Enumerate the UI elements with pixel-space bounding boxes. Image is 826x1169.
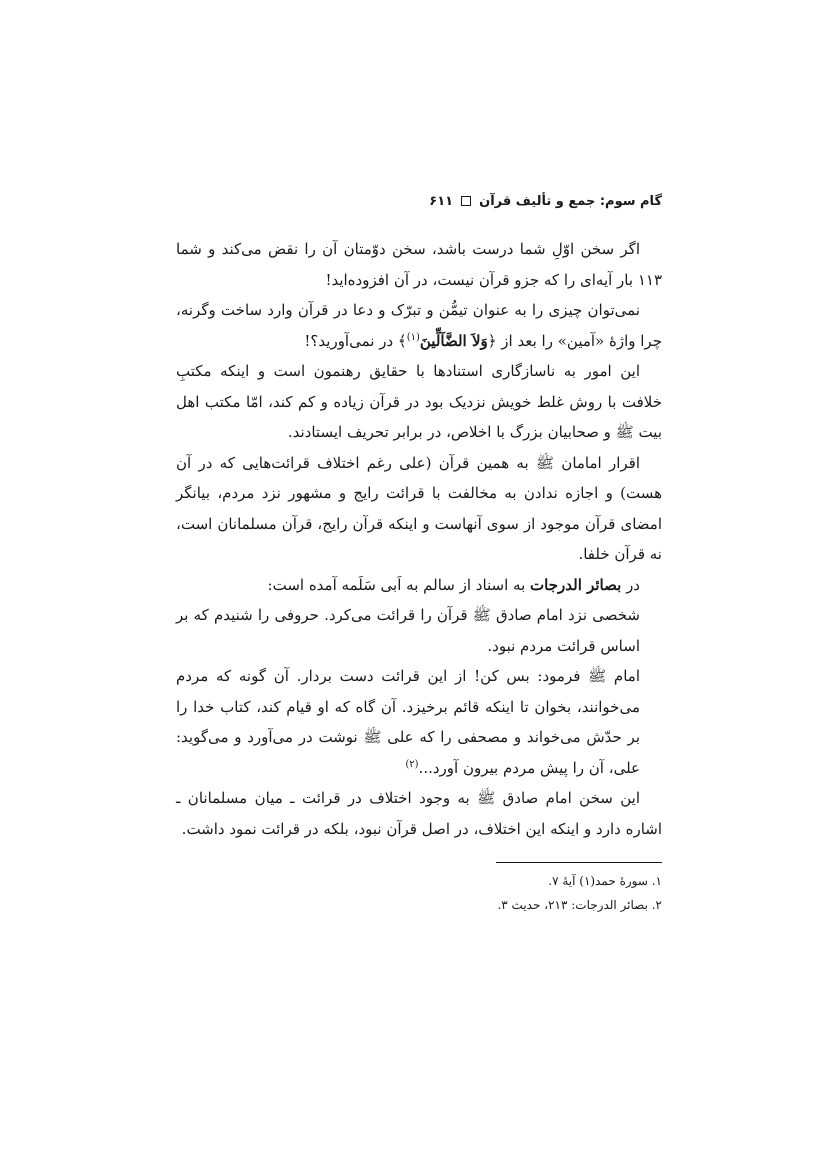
footnote-ref-1: (۱) bbox=[406, 331, 420, 343]
quran-verse: وَلاَ الضَّآلِّينَ bbox=[419, 331, 488, 350]
page-number: ۶۱۱ bbox=[429, 193, 454, 209]
paragraph-2 bbox=[176, 295, 662, 356]
quotation-2 bbox=[176, 661, 662, 783]
paragraph-1: اگر سخن اوّلِ شما درست باشد، سخن دوّمتان آن را نقض می‌کند و شما ۱۱۳ بار آیه‌ای را که جزو قرآن نیست، در آن افزوده‌اید! bbox=[176, 240, 662, 289]
paragraph-5 bbox=[176, 570, 662, 601]
footnote-divider bbox=[496, 862, 662, 863]
footnote-ref-2: (۲) bbox=[405, 758, 419, 770]
square-ornament-icon bbox=[461, 196, 471, 206]
running-header bbox=[176, 188, 662, 214]
paragraph-3: این امور به ناسازگاری استنادها با حقایق رهنمون است و اینکه مکتبِ خلافت با روش غلط خویش نزدیک بود در قرآن زیاده و کم کند، امّا مکتب اهل بیت ﷺ و صحابیان بزرگ با اخلاص، در برابر تحریف ایستادند. bbox=[176, 362, 662, 441]
paragraph-6: این سخن امام صادق ﷺ به وجود اختلاف در قرائت ـ میان مسلمانان ـ اشاره دارد و اینکه این اختلاف، در اصل قرآن نبود، بلکه در قرائت نمود داشت. bbox=[176, 789, 662, 838]
footnote-1: ۱. سورهٔ حمد(۱) آیهٔ ۷. bbox=[548, 874, 662, 888]
chapter-title: گام سوم: جمع و تألیف قرآن bbox=[479, 193, 662, 209]
footnotes bbox=[176, 869, 662, 917]
main-text bbox=[176, 234, 662, 844]
footnote-2: ۲. بصائر الدرجات: ۲۱۳، حدیث ۳. bbox=[497, 898, 662, 912]
quotation-1: شخصی نزد امام صادق ﷺ قرآن را قرائت می‌کرد. حروفی را شنیدم که بر اساس قرائت مردم نبود. bbox=[176, 606, 640, 655]
paragraph-5-prefix: در bbox=[621, 575, 640, 594]
quotation-2-text: امام ﷺ فرمود: بس کن! از این قرائت دست بردار. آن گونه که مردم می‌خوانند، بخوان تا اینکه قائم برخیزد. آن گاه که او قیام کند، کتاب خدا را بر حدّش می‌خواند و مصحفی را که علی ﷺ نوشت در می‌آورد و می‌گوید: علی، آن را پیش مردم بیرون آورد... bbox=[176, 667, 640, 777]
paragraph-2-start: نمی‌توان چیزی را به عنوان تیمُّن و تبرّک و دعا در قرآن وارد ساخت وگرنه، چرا واژهٔ «آمین» را بعد از ﴿ bbox=[176, 301, 662, 350]
paragraph-5-suffix: به اسناد از سالم به اَبی سَلَمه آمده است: bbox=[267, 575, 531, 594]
book-page bbox=[176, 188, 662, 968]
paragraph-2-end: ﴾ در نمی‌آورید؟! bbox=[304, 331, 407, 350]
book-title: بصائر الدرجات bbox=[530, 575, 622, 594]
paragraph-4: اقرار امامان ﷺ به همین قرآن (علی رغم اختلاف قرائت‌هایی که در آن هست) و اجازه ندادن به مخالفت با قرائت رایج و مشهور نزد مردم، بیانگر امضای قرآن موجود از سوی آنهاست و اینکه قرآن رایج، قرآن مسلمانان است، نه قرآن خلفا. bbox=[176, 453, 662, 563]
